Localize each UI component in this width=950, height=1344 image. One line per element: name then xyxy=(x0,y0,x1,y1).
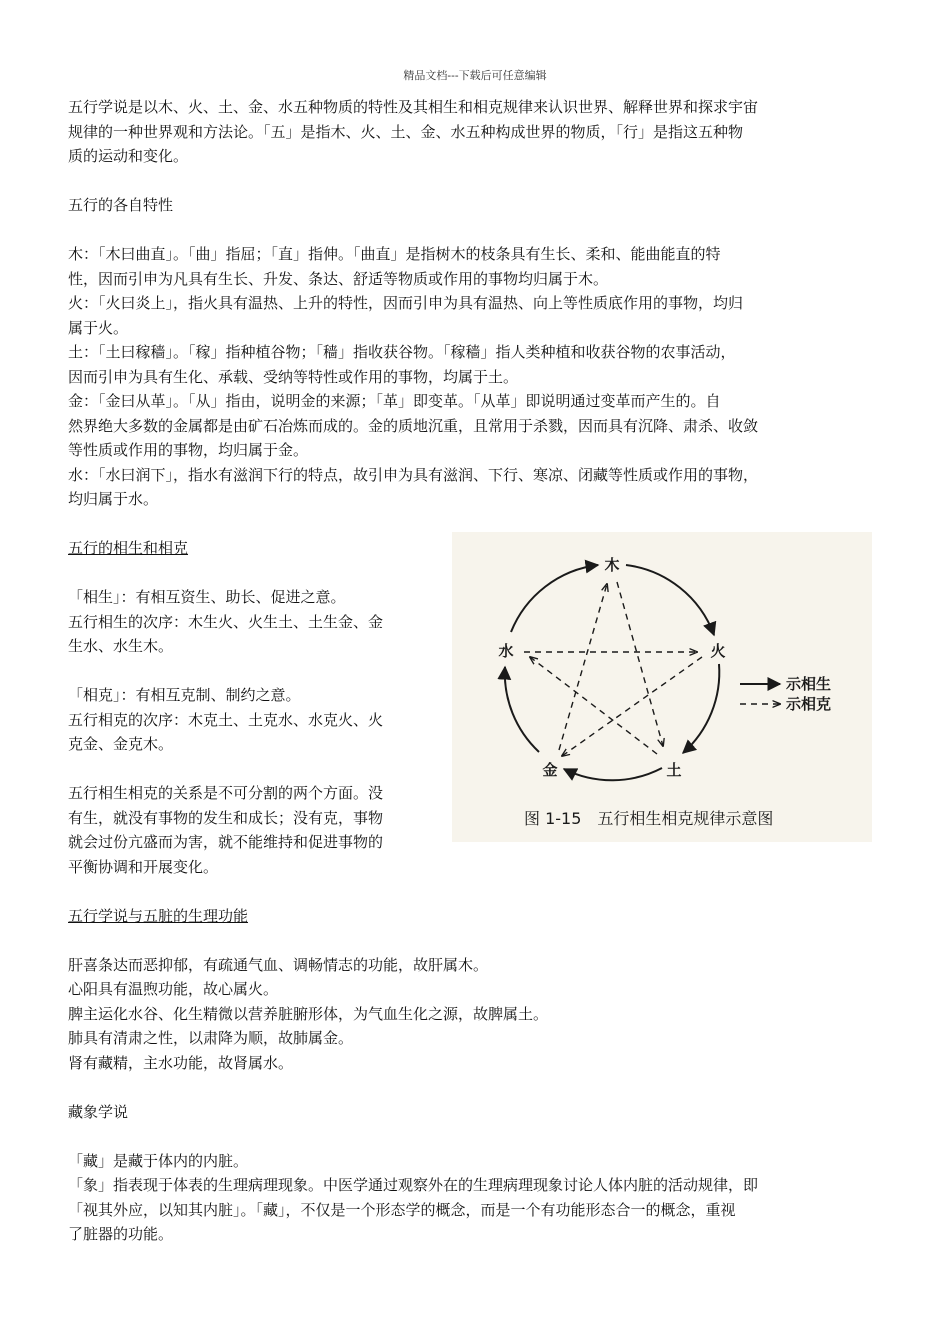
text-line: 等性质或作用的事物，均归属于金。 xyxy=(68,441,309,459)
section-title-zang-xiang: 藏象学说 xyxy=(68,1102,129,1121)
intro-paragraph xyxy=(68,95,890,169)
relation-paragraph xyxy=(68,781,458,879)
sheng-arrow-earth-metal xyxy=(564,768,662,780)
node-metal: 金 xyxy=(542,761,558,779)
text-line: 肝喜条达而恶抑郁，有疏通气血、调畅情志的功能，故肝属木。 xyxy=(68,955,489,974)
section-title-organs: 五行学说与五脏的生理功能 xyxy=(68,906,249,925)
text-line: 有生，就没有事物的发生和成长；没有克，事物 xyxy=(68,808,384,827)
text-line: 均归属于水。 xyxy=(68,490,159,508)
ke-paragraph xyxy=(68,683,458,757)
text-line: 五行相生相克的关系是不可分割的两个方面。没 xyxy=(68,784,384,802)
ke-arrow-metal-wood xyxy=(559,584,607,750)
text-line: 因而引申为具有生化、承载、受纳等特性或作用的事物，均属于土。 xyxy=(68,367,519,386)
node-fire: 火 xyxy=(710,642,726,660)
diagram-svg xyxy=(452,532,872,842)
sheng-arrow-water-wood xyxy=(511,565,598,632)
section-title-sheng-ke: 五行的相生和相克 xyxy=(68,539,189,557)
text-line: 属于火。 xyxy=(68,318,129,337)
node-wood: 木 xyxy=(604,556,620,574)
page-header: 精品文档---下载后可任意编辑 xyxy=(403,69,547,82)
ke-arrow-fire-metal xyxy=(562,657,702,756)
text-line: 肺具有清肃之性，以肃降为顺，故肺属金。 xyxy=(68,1029,354,1047)
text-line: 性，因而引申为凡具有生长、升发、条达、舒适等物质或作用的事物均归属于木。 xyxy=(68,269,609,288)
section-title-properties: 五行的各自特性 xyxy=(68,196,174,214)
text-line: 五行相克的次序：木克土、土克水、水克火、火 xyxy=(68,710,384,729)
text-line: 「象」指表现于体表的生理病理现象。中医学通过观察外在的生理病理现象讨论人体内脏的活动规律，即 xyxy=(68,1176,759,1194)
zang-paragraph xyxy=(68,1149,890,1247)
ke-arrow-wood-earth xyxy=(617,582,663,746)
sheng-paragraph xyxy=(68,585,458,659)
text-line: 就会过份亢盛而为害，就不能维持和促进事物的 xyxy=(68,833,384,851)
text-line: 「藏」是藏于体内的内脏。 xyxy=(68,1151,249,1170)
ke-arrow-earth-water xyxy=(530,657,657,754)
organs-paragraph xyxy=(68,953,890,1076)
text-line: 木：「木曰曲直」。「曲」指屈；「直」指伸。「曲直」是指树木的枝条具有生长、柔和、能曲能直的特 xyxy=(68,245,721,263)
text-line: 心阳具有温煦功能，故心属火。 xyxy=(68,980,279,998)
sheng-arrow-metal-water xyxy=(505,667,539,752)
text-line: 平衡协调和开展变化。 xyxy=(68,857,219,876)
text-line: 火：「火曰炎上」，指火具有温热、上升的特性，因而引申为具有温热、向上等性质底作用的事物，均归 xyxy=(68,294,744,312)
node-earth: 土 xyxy=(666,761,682,779)
legend-sheng-label: 示相生 xyxy=(786,675,832,693)
text-line: 「视其外应，以知其内脏」。「藏」，不仅是一个形态学的概念，而是一个有功能形态合一的概念，重视 xyxy=(68,1200,736,1219)
text-line: 质的运动和变化。 xyxy=(68,147,189,165)
text-line: 规律的一种世界观和方法论。「五」是指木、火、土、金、水五种构成世界的物质，「行」是指这五种物 xyxy=(68,122,744,141)
sheng-arrow-fire-earth xyxy=(683,664,719,753)
sheng-arrow-wood-fire xyxy=(626,565,714,635)
five-elements-diagram xyxy=(452,532,872,842)
text-line: 肾有藏精，主水功能，故肾属水。 xyxy=(68,1053,294,1072)
text-line: 金：「金曰从革」。「从」指由，说明金的来源；「革」即变革。「从革」即说明通过变革而产生的。自 xyxy=(68,392,721,410)
text-line: 了脏器的功能。 xyxy=(68,1225,174,1243)
text-line: 水：「水曰润下」，指水有滋润下行的特点，故引申为具有滋润、下行、寒凉、闭藏等性质或作用的事物， xyxy=(68,465,759,484)
text-line: 土：「土曰稼穑」。「稼」指种植谷物；「穑」指收获谷物。「稼穑」指人类种植和收获谷物的农事活动， xyxy=(68,343,736,361)
node-water: 水 xyxy=(498,642,514,660)
text-line: 然界绝大多数的金属都是由矿石冶炼而成的。金的质地沉重，且常用于杀戮，因而具有沉降、肃杀、收敛 xyxy=(68,416,759,435)
diagram-caption: 图 1-15 五行相生相克规律示意图 xyxy=(524,809,774,828)
text-line: 生水、水生木。 xyxy=(68,637,174,655)
legend-ke-label: 示相克 xyxy=(786,695,832,713)
text-line: 脾主运化水谷、化生精微以营养脏腑形体，为气血生化之源，故脾属土。 xyxy=(68,1004,549,1023)
text-line: 五行学说是以木、火、土、金、水五种物质的特性及其相生和相克规律来认识世界、解释世界和探求宇宙 xyxy=(68,98,759,116)
text-line: 「相生」：有相互资生、助长、促进之意。 xyxy=(68,588,346,606)
text-line: 「相克」：有相互克制、制约之意。 xyxy=(68,686,301,704)
text-line: 五行相生的次序：木生火、火生土、土生金、金 xyxy=(68,612,384,631)
properties-paragraph xyxy=(68,242,890,512)
text-line: 克金、金克木。 xyxy=(68,735,174,753)
